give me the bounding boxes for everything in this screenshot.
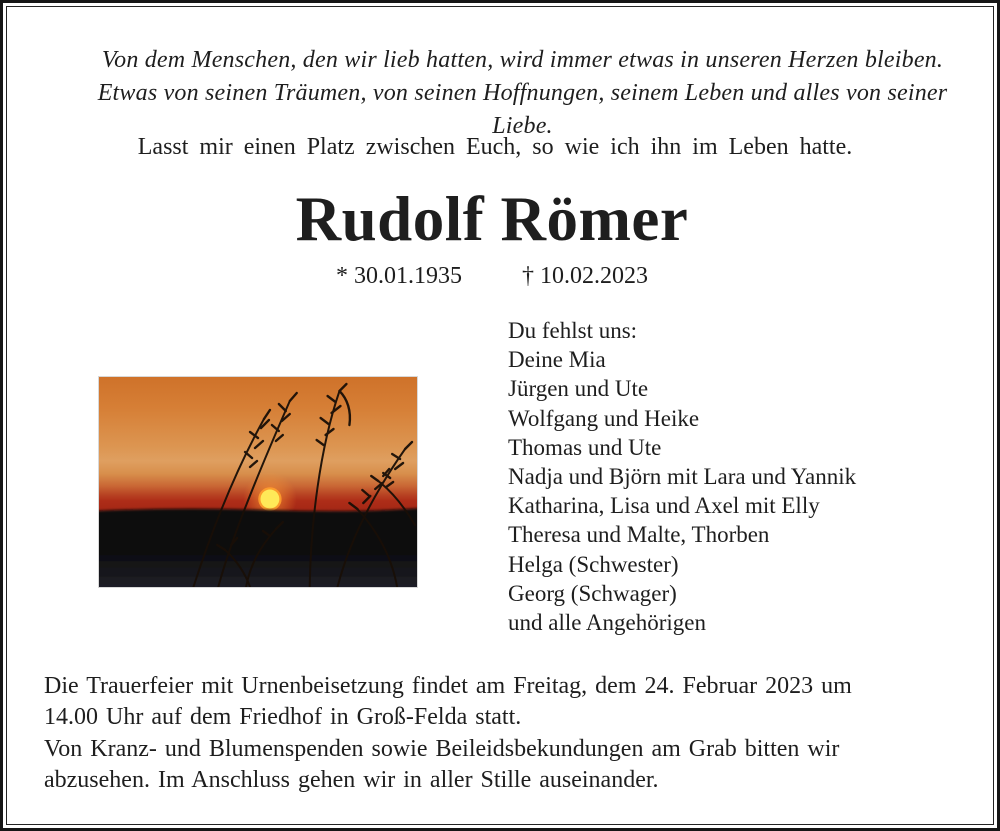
birth-date: * 30.01.1935 [336,263,462,289]
epigraph [70,44,975,143]
funeral-info [44,671,852,797]
mourner-name: Wolfgang und Heike [508,405,700,431]
mourner-name: Deine Mia [508,347,606,373]
funeral-line: abzusehen. Im Anschluss gehen wir in aller Stille auseinander. [44,767,659,794]
mourner-name: Thomas und Ute [508,434,662,460]
mourner-name: Theresa und Malte, Thorben [508,522,770,548]
deceased-name: Rudolf Römer [295,184,689,254]
funeral-line: Die Trauerfeier mit Urnenbeisetzung findet am Freitag, dem 24. Februar 2023 um [44,673,852,699]
funeral-line: Von Kranz- und Blumenspenden sowie Beileidsbekundungen am Grab bitten wir [44,735,840,762]
mourner-name: und alle Angehörigen [508,610,707,636]
mourner-name: Katharina, Lisa und Axel mit Elly [508,493,820,519]
motto: Lasst mir einen Platz zwischen Euch, so wie ich ihn im Leben hatte. [137,134,853,160]
mourners-list [508,316,856,637]
sunset-photo [98,376,418,588]
sunset-photo-graphic [99,377,417,587]
mourner-name: Jürgen und Ute [508,376,649,402]
mourner-name: Helga (Schwester) [508,551,679,577]
life-dates [0,263,984,290]
funeral-line: 14.00 Uhr auf dem Friedhof in Groß-Felda statt. [44,704,522,731]
sun [260,490,279,509]
mourner-name: Georg (Schwager) [508,580,677,606]
death-date: † 10.02.2023 [522,263,648,289]
epigraph-line-1: Von dem Menschen, den wir lieb hatten, wird immer etwas in unseren Herzen bleiben. [101,47,944,73]
epigraph-line-2: Etwas von seinen Träumen, von seinen Hoffnungen, seinem Leben und alles von seiner Liebe. [97,80,948,139]
horizon-ground [99,508,417,587]
mourners-intro: Du fehlst uns: [508,318,638,343]
mourner-name: Nadja und Björn mit Lara und Yannik [508,464,857,490]
